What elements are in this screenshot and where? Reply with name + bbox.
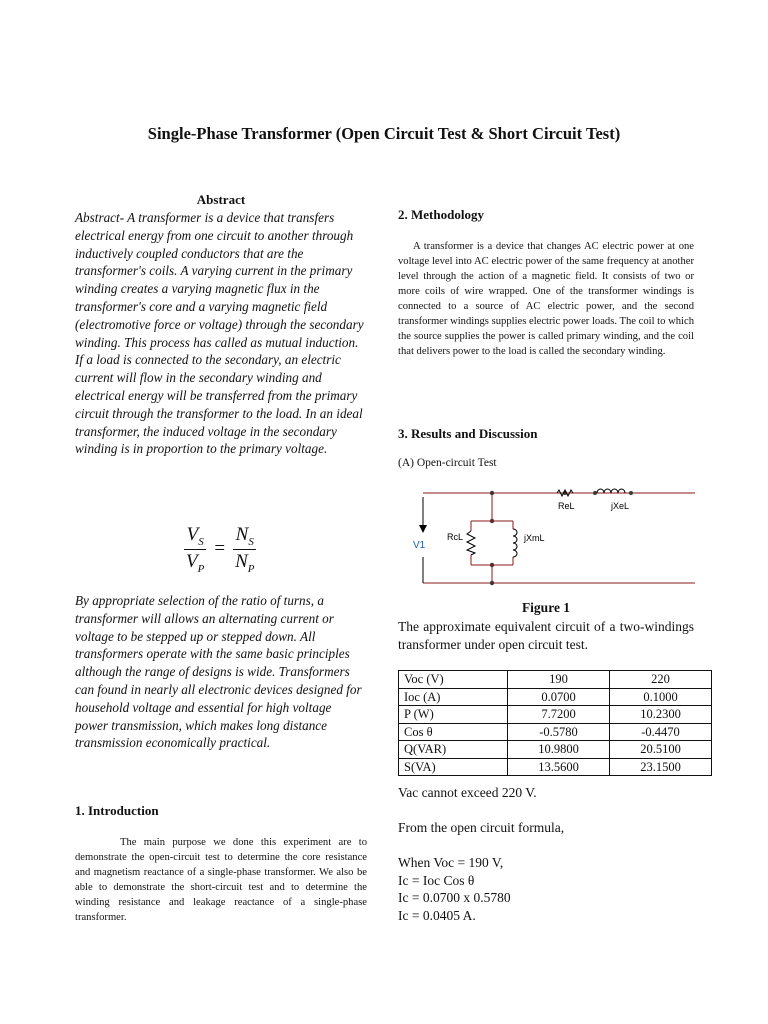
abstract-paragraph-2: By appropriate selection of the ratio of turns, a transformer will allows an alternating current or voltage to be stepped up or stepped down. All transformers operate with the same basic principles although the range of designs is wide. Transformers can found in nearly all electronic devices designed for household voltage and essential for high voltage power transmission, which makes long distance transmission economically practical. <box>75 593 362 751</box>
table-cell: 13.5600 <box>508 758 610 776</box>
table-cell: 0.0700 <box>508 688 610 706</box>
abstract-paragraph: Abstract- A transformer is a device that transfers electrical energy from one circuit to another through inductively coupled conductors that are the transformer's coils. A varying current in the primary winding creates a varying magnetic flux in the transformer's core and a varying magnetic field (electromotive force or voltage) through the secondary winding. This process has called as mutual induction. If a load is connected to the secondary, an electric current will flow in the secondary winding and electrical energy will be transferred from the primary circuit through the transformer to the load. In an ideal transformer, the induced voltage in the secondary winding is in proportion to the primary voltage. <box>75 210 364 457</box>
table-cell: 23.1500 <box>610 758 712 776</box>
equivalent-circuit-diagram <box>405 483 700 593</box>
introduction-text: The main purpose we done this experiment are to demonstrate the open-circuit test to determine the core resistance and magnetism reactance of a single-phase transformer. We also be able to demonstrate the short-circuit test and to determine the winding resistance and leakage reactance of a single-phase transformer. <box>75 837 367 923</box>
table-row-label: Cos θ <box>399 723 508 741</box>
table-cell: -0.5780 <box>508 723 610 741</box>
table-row <box>399 723 712 741</box>
open-circuit-subheading: (A) Open-circuit Test <box>398 457 497 469</box>
table-row-label: Q(VAR) <box>399 741 508 759</box>
table-cell: 220 <box>610 671 712 689</box>
methodology-heading: 2. Methodology <box>398 207 484 222</box>
table-row-label: S(VA) <box>399 758 508 776</box>
jxel-label: jXeL <box>611 501 630 511</box>
turns-ratio: $\frac{N_S}{N_P}$ <box>235 524 255 575</box>
table-row-label: Voc (V) <box>399 671 508 689</box>
calc-line: Ic = 0.0405 A. <box>398 907 476 923</box>
jxml-inductor <box>513 529 517 557</box>
table-cell: -0.4470 <box>610 723 712 741</box>
open-circuit-table <box>398 670 712 776</box>
table-cell: 0.1000 <box>610 688 712 706</box>
table-row-label: P (W) <box>399 706 508 724</box>
jxel-inductor <box>597 489 625 493</box>
introduction-heading: 1. Introduction <box>75 803 159 818</box>
voltage-note: Vac cannot exceed 220 V. <box>398 785 537 800</box>
table-row <box>399 706 712 724</box>
voltage-ratio: $\frac{V_S}{V_P}$ <box>186 524 205 575</box>
table-cell: 7.7200 <box>508 706 610 724</box>
table-cell: 10.2300 <box>610 706 712 724</box>
rcl-resistor <box>467 531 475 555</box>
figure-caption: Figure 1 <box>521 600 571 615</box>
results-heading: 3. Results and Discussion <box>398 426 538 441</box>
table-row <box>399 758 712 776</box>
turns-ratio-equation <box>184 524 256 575</box>
table-row <box>399 741 712 759</box>
paper-title: Single-Phase Transformer (Open Circuit Test & Short Circuit Test) <box>147 124 621 143</box>
v1-label: V1 <box>413 540 426 551</box>
calculation-block <box>398 784 694 924</box>
table-cell: 20.5100 <box>610 741 712 759</box>
formula-intro: From the open circuit formula, <box>398 820 565 835</box>
calc-line: Ic = Ioc Cos θ <box>398 872 475 888</box>
calc-line: Ic = 0.0700 x 0.5780 <box>398 890 511 905</box>
jxml-label: jXmL <box>524 533 545 543</box>
table-cell: 190 <box>508 671 610 689</box>
rel-label: ReL <box>558 501 575 511</box>
table-row-label: Ioc (A) <box>399 688 508 706</box>
table-row <box>399 671 712 689</box>
table-row <box>399 688 712 706</box>
rcl-label: RcL <box>447 532 464 542</box>
equals-sign: = <box>214 538 226 560</box>
abstract-heading: Abstract <box>196 192 246 207</box>
methodology-text: A transformer is a device that changes AC electric power at one voltage level into AC electric power of the same frequency at another level through the action of a magnetic field. It consists of two or more coils of wire wrapped. One of the transformer windings is connected to a source of AC electric power, and the second transformer windings supplies electric power loads. The coil to which the source supplies the power is called primary winding, and the coil that delivers power to the load is called the secondary winding. <box>398 241 694 357</box>
calc-line: When Voc = 190 V, <box>398 855 504 870</box>
table-cell: 10.9800 <box>508 741 610 759</box>
figure-description: The approximate equivalent circuit of a two-windings transformer under open circuit test. <box>398 619 694 652</box>
